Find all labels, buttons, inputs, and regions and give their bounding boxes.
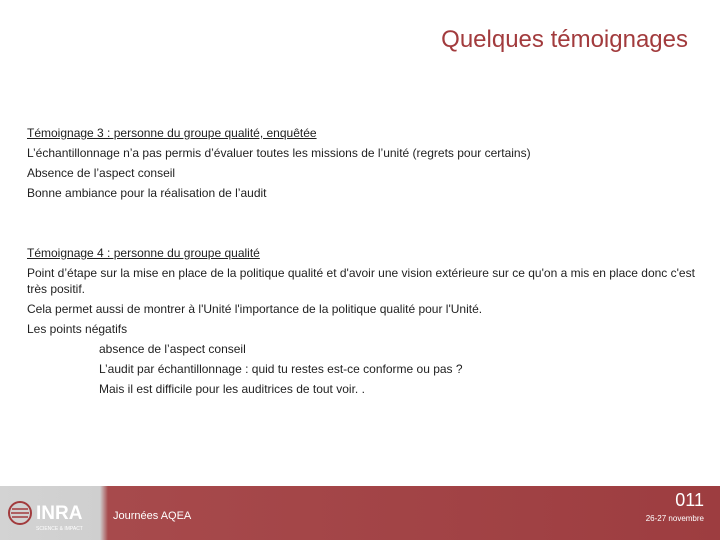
testimony-3-heading: Témoignage 3 : personne du groupe qualité, enquêtée xyxy=(27,126,317,140)
negative-point: absence de l’aspect conseil xyxy=(99,342,246,356)
negative-point: Mais il est difficile pour les auditrices de tout voir. . xyxy=(99,382,365,396)
testimony-4 xyxy=(27,243,695,399)
slide-title: Quelques témoignages xyxy=(441,26,688,53)
testimony-4-line: Cela permet aussi de montrer à l'Unité l'importance de la politique qualité pour l'Unité. xyxy=(27,302,483,316)
logo-tagline: SCIENCE & IMPACT xyxy=(36,526,83,532)
page-number: 011 xyxy=(675,490,704,510)
testimony-3-line: L’échantillonnage n’a pas permis d’évaluer toutes les missions de l’unité (regrets pour certains) xyxy=(27,146,531,160)
inra-logo-icon xyxy=(6,496,102,534)
testimony-4-line: Point d’étape sur la mise en place de la politique qualité et d'avoir une vision extérieure sur ce qu'on a mis en place donc c'est très positif. xyxy=(27,266,695,296)
footer-bar xyxy=(0,486,720,540)
event-dates: 26-27 novembre xyxy=(645,514,704,523)
logo-wordmark: INRA xyxy=(36,503,83,524)
testimony-3-line: Bonne ambiance pour la réalisation de l’audit xyxy=(27,186,267,200)
testimony-4-line: Les points négatifs xyxy=(27,322,128,336)
testimony-3-line: Absence de l’aspect conseil xyxy=(27,166,176,180)
inra-logo xyxy=(6,496,102,534)
event-name: Journées AQEA xyxy=(113,510,192,522)
testimony-3 xyxy=(27,123,667,203)
testimony-4-heading: Témoignage 4 : personne du groupe qualité xyxy=(27,246,260,260)
negative-point: L’audit par échantillonnage : quid tu restes est-ce conforme ou pas ? xyxy=(99,362,463,376)
